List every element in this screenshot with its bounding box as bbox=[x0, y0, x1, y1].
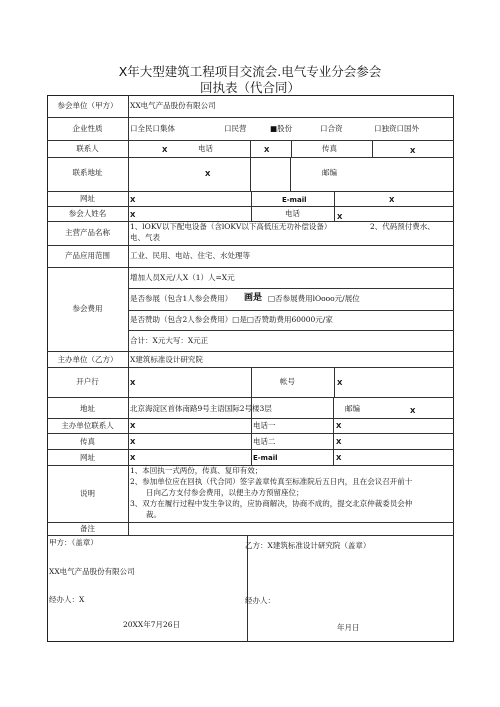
row-line bbox=[47, 351, 454, 352]
b-web-label: 网址 bbox=[80, 453, 95, 462]
note-3b: 裁。 bbox=[146, 510, 161, 519]
attendee-label: 参会人姓名 bbox=[68, 209, 107, 218]
products-line1: 1、lOKV以下配电设备（含lOKV以下高低压无功补偿设备） bbox=[130, 222, 332, 231]
col-line bbox=[251, 191, 252, 221]
contact-phone-value[interactable]: X bbox=[264, 146, 270, 154]
note-2b: 日向乙方支付参会费用，以便主办方预留座位； bbox=[146, 488, 304, 497]
bank-label: 开户行 bbox=[76, 377, 99, 386]
fees-exhibit-rest: □否参展费用lOooo元/展位 bbox=[268, 294, 360, 303]
email-value[interactable]: X bbox=[389, 196, 395, 204]
note-1: 1、本回执一式两份，传真、复印有效； bbox=[130, 466, 263, 475]
account-label: 帐号 bbox=[280, 377, 295, 386]
website-label: 网址 bbox=[80, 194, 95, 203]
nature-option-private[interactable]: 口民营 bbox=[224, 124, 247, 133]
bank-value[interactable]: X bbox=[130, 379, 136, 387]
col-line bbox=[291, 140, 292, 157]
form-title: X年大型建筑工程项目交流会.电气专业分会参会 bbox=[118, 64, 382, 79]
col-line bbox=[333, 397, 334, 465]
b-fax-value[interactable]: X bbox=[130, 438, 136, 446]
contact-label: 联系人 bbox=[76, 144, 99, 153]
row-line bbox=[47, 535, 454, 536]
party-b-value: X建筑标准设计研究院 bbox=[130, 355, 203, 364]
account-value[interactable]: X bbox=[337, 379, 343, 387]
contact-fax-value[interactable]: X bbox=[410, 147, 416, 155]
b-phone2-value[interactable]: X bbox=[336, 438, 342, 446]
sign-b-date: 年月日 bbox=[337, 623, 360, 632]
application-value: 工业、民用、电站、住宅、水处理等 bbox=[130, 251, 250, 260]
sign-a-agent: 经办人：X bbox=[49, 595, 85, 604]
attendee-phone-value[interactable]: X bbox=[337, 213, 343, 221]
sign-a-date: 20XX年7月26日 bbox=[123, 620, 181, 629]
contact-phone-label: 电话 bbox=[198, 144, 213, 153]
b-phone1-value[interactable]: X bbox=[336, 422, 342, 430]
row-line bbox=[128, 310, 454, 311]
sign-a-label: 甲方：（盖章） bbox=[49, 538, 98, 547]
row-line bbox=[128, 288, 454, 289]
application-label: 产品应用范围 bbox=[65, 251, 110, 260]
products-line1-right: 2、代码预付费水、 bbox=[370, 222, 435, 231]
fees-label: 参会费用 bbox=[72, 304, 103, 313]
fees-extra-persons: 增加人员X元/人X（1）人=X元 bbox=[130, 273, 235, 282]
fees-total: 合计：X元大写：X元正 bbox=[130, 336, 209, 345]
attendee-phone-label: 电话 bbox=[285, 209, 300, 218]
party-b-label: 主办单位（乙方） bbox=[57, 355, 118, 364]
col-line bbox=[290, 157, 291, 191]
contact-fax-label: 传真 bbox=[322, 144, 337, 153]
b-email-value[interactable]: X bbox=[336, 454, 342, 462]
b-address-value: 北京海淀区首体南路9号主语国际2号楼3层 bbox=[130, 404, 272, 413]
notes-label: 说明 bbox=[80, 489, 95, 498]
fees-sponsor: 是否赞助（包含2人参会费用）□是□否赞助费用60000元/家 bbox=[130, 315, 333, 324]
note-2a: 2、参加单位应在回执（代合同）签字盖章传真至标准院后五日内，且在会议召开前十 bbox=[130, 477, 413, 486]
b-zip-label: 邮编 bbox=[345, 404, 360, 413]
b-phone1-label: 电话一 bbox=[253, 421, 276, 430]
col-line bbox=[372, 140, 373, 157]
products-line2: 电、气表 bbox=[130, 233, 160, 242]
b-phone2-label: 电话二 bbox=[253, 437, 276, 446]
contact-value[interactable]: X bbox=[162, 146, 168, 154]
website-value[interactable]: X bbox=[130, 196, 136, 204]
products-label: 主营产品名称 bbox=[65, 228, 110, 237]
fees-exhibit-yes-checkbox[interactable]: 画是 bbox=[244, 293, 263, 303]
nature-option-foreign[interactable]: 口独资口国外 bbox=[374, 124, 419, 133]
b-zip-value[interactable]: X bbox=[410, 407, 416, 415]
nature-option-shares[interactable]: ■股份 bbox=[270, 124, 293, 133]
col-line bbox=[247, 535, 248, 642]
nature-label: 企业性质 bbox=[72, 124, 103, 133]
address-zip-label: 邮编 bbox=[322, 168, 337, 177]
attendee-value[interactable]: X bbox=[130, 211, 136, 219]
party-a-value: XX电气产品股份有限公司 bbox=[130, 101, 216, 110]
b-contact-value[interactable]: X bbox=[130, 422, 136, 430]
row-line bbox=[128, 330, 454, 331]
b-web-value[interactable]: X bbox=[130, 454, 136, 462]
address-value[interactable]: X bbox=[205, 170, 211, 178]
row-line bbox=[47, 522, 454, 523]
b-fax-label: 传真 bbox=[80, 437, 95, 446]
sign-b-label: 乙方：X建筑标准设计研究院（盖章） bbox=[245, 541, 371, 550]
row-line bbox=[47, 267, 454, 268]
col-line bbox=[128, 95, 129, 535]
note-3a: 3、双方在履行过程中发生争议的，应协商解决，协商不成的，提交北京仲裁委员会仲 bbox=[130, 499, 413, 508]
remark-label: 备注 bbox=[80, 524, 95, 533]
b-contact-label: 主办单位联系人 bbox=[61, 421, 114, 430]
fees-exhibit: 是否参展（包含1人参会费用） bbox=[130, 294, 233, 303]
form-subtitle: 回执表（代合同） bbox=[199, 80, 300, 95]
address-label: 联系地址 bbox=[72, 168, 103, 177]
col-line bbox=[334, 191, 335, 221]
b-email-label: E-mail bbox=[253, 454, 278, 462]
nature-option-jv[interactable]: 口合资 bbox=[320, 124, 343, 133]
party-a-label: 参会单位（甲方） bbox=[57, 101, 118, 110]
col-line bbox=[250, 140, 251, 191]
sign-a-company: XX电气产品股份有限公司 bbox=[49, 567, 135, 576]
nature-option-state[interactable]: 口全民口集体 bbox=[130, 124, 175, 133]
col-line bbox=[251, 367, 252, 397]
row-line bbox=[47, 117, 454, 118]
col-line bbox=[334, 367, 335, 397]
row-line bbox=[47, 245, 454, 246]
sign-b-agent: 经办人： bbox=[245, 596, 275, 605]
b-address-label: 地址 bbox=[80, 404, 95, 413]
email-label: E-mail bbox=[282, 196, 307, 204]
